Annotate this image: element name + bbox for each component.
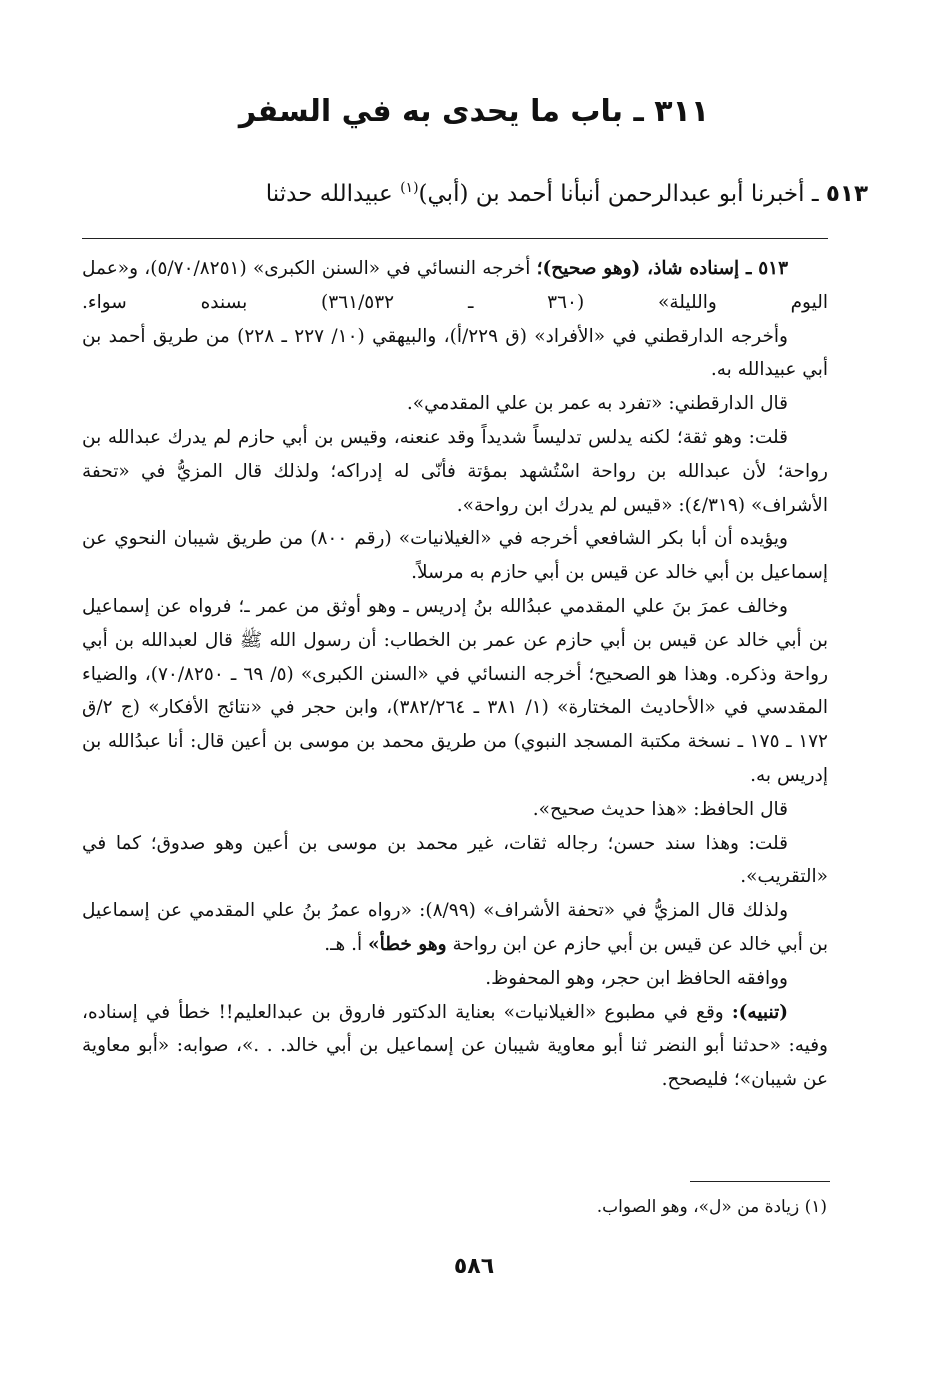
note-heading: ٥١٣ ـ إسناده شاذ، (وهو صحيح)؛: [536, 258, 789, 279]
note-paragraph: قلت: وهذا سند حسن؛ رجاله ثقات، غير محمد بن موسى بن أعين وهو صدوق؛ كما في «التقريب».: [82, 832, 828, 888]
hadith-text-before: ـ أخبرنا أبو عبدالرحمن أنبأنا أحمد بن (أبي): [418, 181, 819, 207]
note-text: ولذلك قال المزيُّ في «تحفة الأشراف» (٨/٩٩): «رواه عمرُ بنُ علي المقدمي عن إسماعيل بن أبي خالد عن قيس بن أبي حازم عن ابن رواحة: [82, 900, 828, 955]
footnote-divider: [690, 1181, 830, 1182]
commentary-notes: [82, 252, 828, 1097]
note-paragraph: ووافقه الحافظ ابن حجر، وهو المحفوظ.: [485, 967, 788, 989]
note-heading: (تنبيه):: [731, 1001, 788, 1023]
note-paragraph: ويؤيده أن أبا بكر الشافعي أخرجه في «الغيلانيات» (رقم ٨٠٠) من طريق شيبان النحوي عن إسماعيل بن أبي خالد عن قيس بن أبي حازم به مرسلاً.: [82, 528, 828, 584]
note-paragraph: [82, 996, 828, 1097]
hadith-text-after: عبيدالله حدثنا: [265, 181, 393, 207]
note-paragraph: وأخرجه الدارقطني في «الأفراد» (ق ٢٢٩/أ)، والبيهقي (١٠/ ٢٢٧ ـ ٢٢٨) من طريق أحمد بن أبي عبيدالله به.: [82, 325, 828, 381]
hadith-text: [78, 168, 868, 214]
note-text: وقع في مطبوع «الغيلانيات» بعناية الدكتور فاروق بن عبدالعليم!! خطأ في إسناده، وفيه: «حدثنا أبو النضر ثنا أبو معاوية شيبان عن إسماعيل بن أبي خالد. . .»، صوابه: «أبو معاوية عن شيبان»؛ فليصحح.: [82, 1001, 828, 1091]
section-divider: [82, 238, 828, 239]
note-paragraph: [82, 252, 828, 320]
note-emphasis: وهو خطأ»: [368, 933, 447, 955]
footnote-reference[interactable]: (١): [400, 180, 419, 196]
hadith-number: ٥١٣: [825, 181, 868, 207]
chapter-title: ٣١١ ـ باب ما يحدى به في السفر: [238, 94, 710, 129]
page-number: ٥٨٦: [453, 1254, 495, 1279]
note-paragraph: [82, 894, 828, 962]
note-paragraph: قال الدارقطني: «تفرد به عمر بن علي المقدمي».: [406, 393, 788, 415]
note-paragraph: قلت: وهو ثقة؛ لكنه يدلس تدليساً شديداً وقد عنعنه، وقيس بن أبي حازم لم يدرك عبدالله بن رواحة؛ لأن عبدالله بن رواحة اسْتُشهد بمؤتة فأنّى له إدراكه؛ ولذلك قال المزيُّ في «تحفة الأشراف» (٤/٣١٩): «قيس لم يدرك ابن رواحة».: [82, 426, 828, 516]
note-text: أ. هـ.: [324, 933, 363, 955]
note-paragraph: وخالف عمرَ بنَ علي المقدمي عبدُالله بنُ إدريس ـ وهو أوثق من عمر ـ؛ فرواه عن إسماعيل بن أبي خالد عن قيس بن أبي حازم عن عمر بن الخطاب: أن رسول الله ﷺ قال لعبدالله بن أبي رواحة وذكره. وهذا هو الصحيح؛ أخرجه النسائي في «السنن الكبرى» (٥/ ٦٩ ـ ٧٠/٨٢٥٠)، والضياء المقدسي في «الأحاديث المختارة» (١/ ٣٨١ ـ ٣٨٢/٢٦٤)، وابن حجر في «نتائج الأفكار» (ج ٢/ق ١٧٢ ـ ١٧٥ ـ نسخة مكتبة المسجد النبوي) من طريق محمد بن موسى بن أعين قال: أنا عبدُالله بن إدريس به.: [82, 595, 828, 786]
note-text: أخرجه النسائي في «السنن الكبرى» (٥/٧٠/٨٢٥١)، و«عمل اليوم والليلة» (٣٦٠ ـ ٣٦١/٥٣٢) بسنده سواء.: [82, 258, 828, 313]
note-paragraph: قال الحافظ: «هذا حديث صحيح».: [532, 798, 788, 820]
footnote: (١) زيادة من «ل»، وهو الصواب.: [596, 1197, 827, 1217]
